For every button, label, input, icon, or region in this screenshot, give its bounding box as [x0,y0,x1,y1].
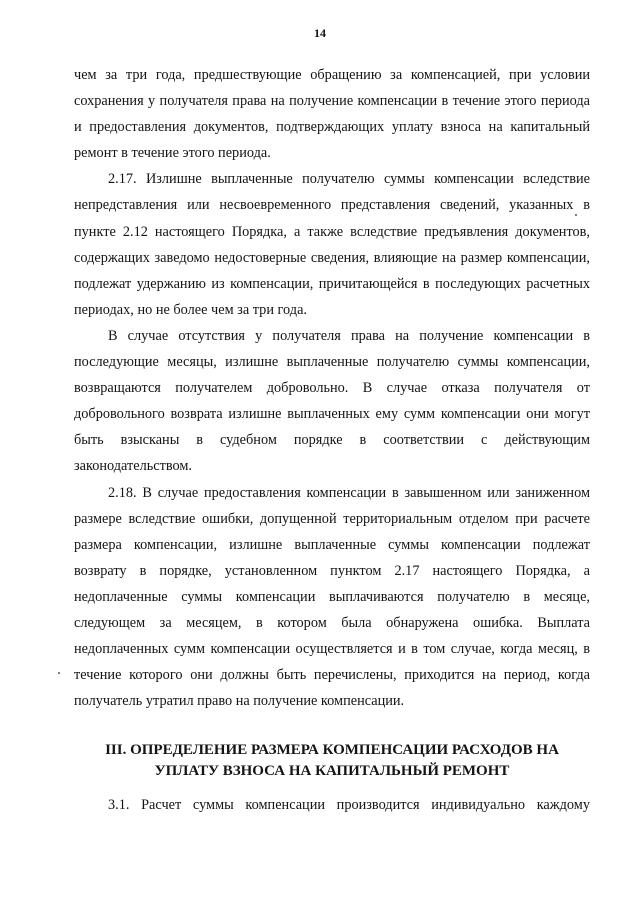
document-body [74,62,590,818]
section-heading-line-2: УПЛАТУ ВЗНОСА НА КАПИТАЛЬНЫЙ РЕМОНТ [154,763,510,780]
scan-speck [58,672,60,674]
paragraph-3-1: 3.1. Расчет суммы компенсации производится индивидуально каждому [108,797,590,814]
scan-speck [575,214,577,216]
paragraph-2-17: 2.17. Излишне выплаченные получателю суммы компенсации вследствие непредставления или несвоевременного представления сведений, указанных в пункте 2.12 настоящего Порядка, а также вследствие предъявления документов, содержащих заведомо недостоверные сведения, влияющие на размер компенсации, подлежат удержанию из компенсации, причитающейся в последующих расчетных периодах, но не более чем за три года. [74,171,590,318]
section-heading [74,740,590,782]
paragraph-refund: В случае отсутствия у получателя права на получение компенсации в последующие месяцы, излишне выплаченные получателю суммы компенсации, возвращаются получателем добровольно. В случае отказа получателя от добровольного возврата излишне выплаченных ему сумм компенсации они могут быть взысканы в судебном порядке в соответствии с действующим законодательством. [74,327,590,475]
paragraph-continuation: чем за три года, предшествующие обращению за компенсацией, при условии сохранения у получателя права на получение компенсации в течение этого периода и предоставления документов, подтверждающих уплату взноса на капитальный ремонт в течение этого периода. [74,67,590,162]
page-number: 14 [314,26,326,40]
section-heading-line-1: III. ОПРЕДЕЛЕНИЕ РАЗМЕРА КОМПЕНСАЦИИ РАСХОДОВ НА [105,742,559,759]
paragraph-2-18: 2.18. В случае предоставления компенсации в завышенном или заниженном размере вследствие ошибки, допущенной территориальным отделом при расчете размера компенсации, излишне выплаченные суммы компенсации подлежат возврату в порядке, установленном пунктом 2.17 настоящего Порядка, а недоплаченные суммы компенсации выплачиваются получателю в месяце, следующем за месяцем, в котором была обнаружена ошибка. Выплата недоплаченных сумм компенсации осуществляется и в том случае, когда месяц, в течение которого они должны быть перечислены, приходится на период, когда получатель утратил право на получение компенсации. [74,484,590,710]
